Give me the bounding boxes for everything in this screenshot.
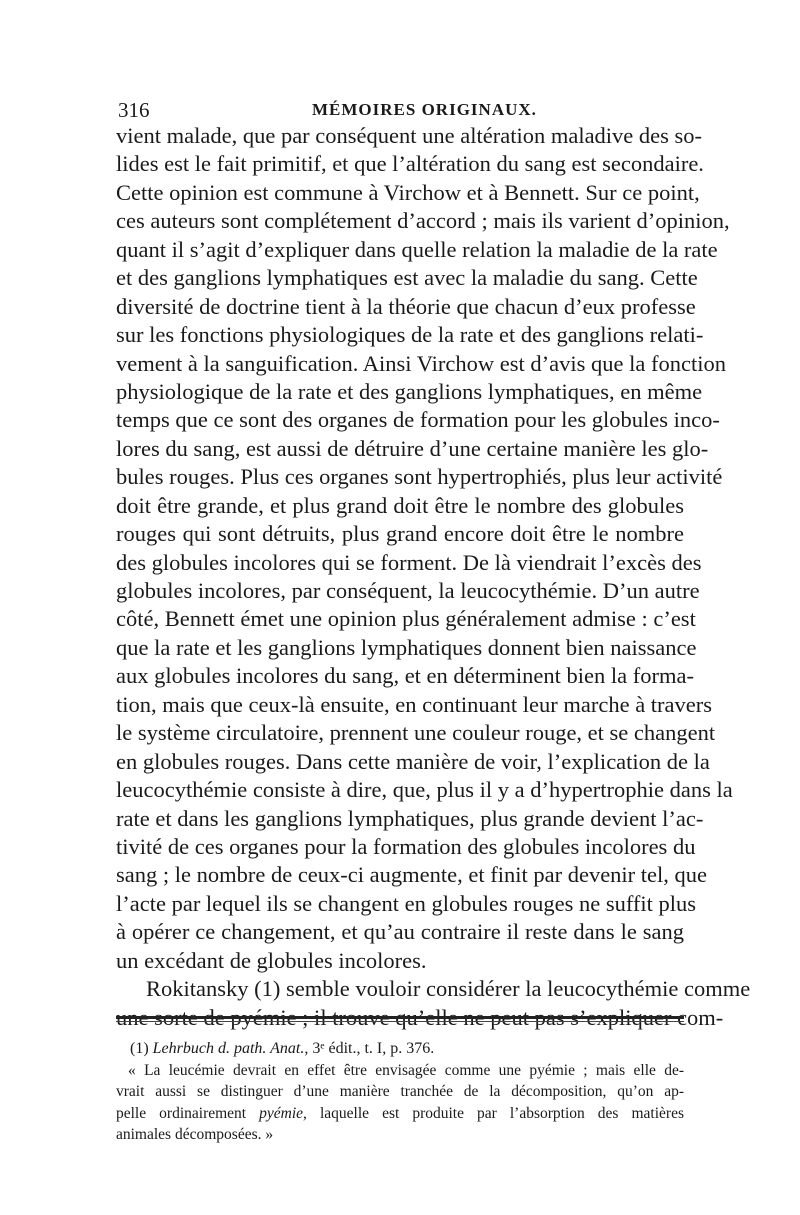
text-line: doit être grande, et plus grand doit être le nombre des globules	[116, 492, 684, 518]
text-line: temps que ce sont des organes de formation pour les globules inco-	[116, 407, 720, 433]
footnote-italic-term: pyémie	[259, 1104, 304, 1122]
text-line: que la rate et les ganglions lymphatiques donnent bien naissance	[116, 634, 697, 660]
text-line: diversité de doctrine tient à la théorie que chacun d’eux professe	[116, 293, 696, 319]
footnotes	[116, 1038, 684, 1146]
text-line: une sorte de pyémie ; il trouve qu’elle ne peut pas s’expliquer com-	[116, 1004, 724, 1030]
text-line: tivité de ces organes pour la formation des globules incolores du	[116, 833, 696, 859]
text-line: ces auteurs sont complétement d’accord ; mais ils varient d’opinion,	[116, 208, 730, 234]
footnote-number: (1)	[130, 1040, 149, 1057]
running-header	[118, 98, 684, 122]
footnote-rule-thin	[116, 1021, 684, 1022]
text-line: lides est le fait primitif, et que l’altération du sang est secondaire.	[116, 151, 704, 177]
text-line: globules incolores, par conséquent, la leucocythémie. D’un autre	[116, 578, 700, 603]
footnote-quote-line: « La leucémie devrait en effet être envisagée comme une pyémie ; mais elle de-	[128, 1061, 684, 1079]
footnote-quote-text: pelle ordinairement	[116, 1104, 260, 1122]
text-line: sur les fonctions physiologiques de la rate et des ganglions relati-	[116, 322, 704, 348]
footnote-quote-line	[116, 1103, 684, 1125]
text-line: quant il s’agit d’expliquer dans quelle relation la maladie de la rate	[116, 236, 718, 262]
page-number: 316	[118, 98, 150, 122]
text-line: sang ; le nombre de ceux-ci augmente, et finit par devenir tel, que	[116, 862, 708, 888]
text-line: lores du sang, est aussi de détruire d’une certaine manière les glo-	[116, 435, 709, 461]
footnote-quote-text: , laquelle est produite par l’absorption des matières	[303, 1104, 685, 1122]
text-line: des globules incolores qui se forment. De là viendrait l’excès des	[116, 549, 702, 575]
text-line: leucocythémie consiste à dire, que, plus il y a d’hypertrophie dans la	[116, 777, 733, 803]
text-line: aux globules incolores du sang, et en déterminent bien la forma-	[116, 663, 694, 689]
footnote-quote-line: vrait aussi se distinguer d’une manière tranchée de la décomposition, qu’on ap-	[116, 1083, 684, 1100]
running-title: MÉMOIRES ORIGINAUX.	[312, 100, 537, 119]
paragraph-end-line: un excédant de globules incolores.	[116, 947, 427, 973]
text-line: Cette opinion est commune à Virchow et à Bennett. Sur ce point,	[116, 179, 700, 205]
footnote-rule	[116, 1016, 684, 1019]
text-line: le système circulatoire, prennent une couleur rouge, et se changent	[116, 720, 716, 746]
text-line: bules rouges. Plus ces organes sont hypertrophiés, plus leur activité	[116, 464, 723, 490]
footnote-edition: , 3ᵉ édit., t. I, p. 376.	[304, 1040, 435, 1057]
text-line: côté, Bennett émet une opinion plus généralement admise : c’est	[116, 606, 696, 632]
text-line: en globules rouges. Dans cette manière de voir, l’explication de la	[116, 748, 710, 774]
text-line: tion, mais que ceux-là ensuite, en continuant leur marche à travers	[116, 691, 713, 717]
text-line: physiologique de la rate et des ganglions lymphatiques, en même	[116, 378, 703, 404]
text-line: à opérer ce changement, et qu’au contraire il reste dans le sang	[116, 919, 684, 945]
text-line: vement à la sanguification. Ainsi Virchow est d’avis que la fonction	[116, 350, 726, 376]
text-line: rouges qui sont détruits, plus grand encore doit être le nombre	[116, 521, 684, 547]
footnote-book-title: Lehrbuch d. path. Anat.	[152, 1040, 305, 1057]
footnote-quote-line: animales décomposées. »	[116, 1126, 274, 1143]
text-line: rate et dans les ganglions lymphatiques, plus grande devient l’ac-	[116, 805, 704, 831]
text-line: vient malade, que par conséquent une altération maladive des so-	[116, 123, 703, 148]
paragraph-start-line: Rokitansky (1) semble vouloir considérer la leucocythémie comme	[146, 976, 751, 1002]
body-text	[116, 122, 751, 1032]
footnote-reference	[116, 1038, 684, 1060]
text-line: l’acte par lequel ils se changent en globules rouges ne suffit plus	[116, 890, 697, 916]
text-line: et des ganglions lymphatiques est avec la maladie du sang. Cette	[116, 265, 698, 291]
